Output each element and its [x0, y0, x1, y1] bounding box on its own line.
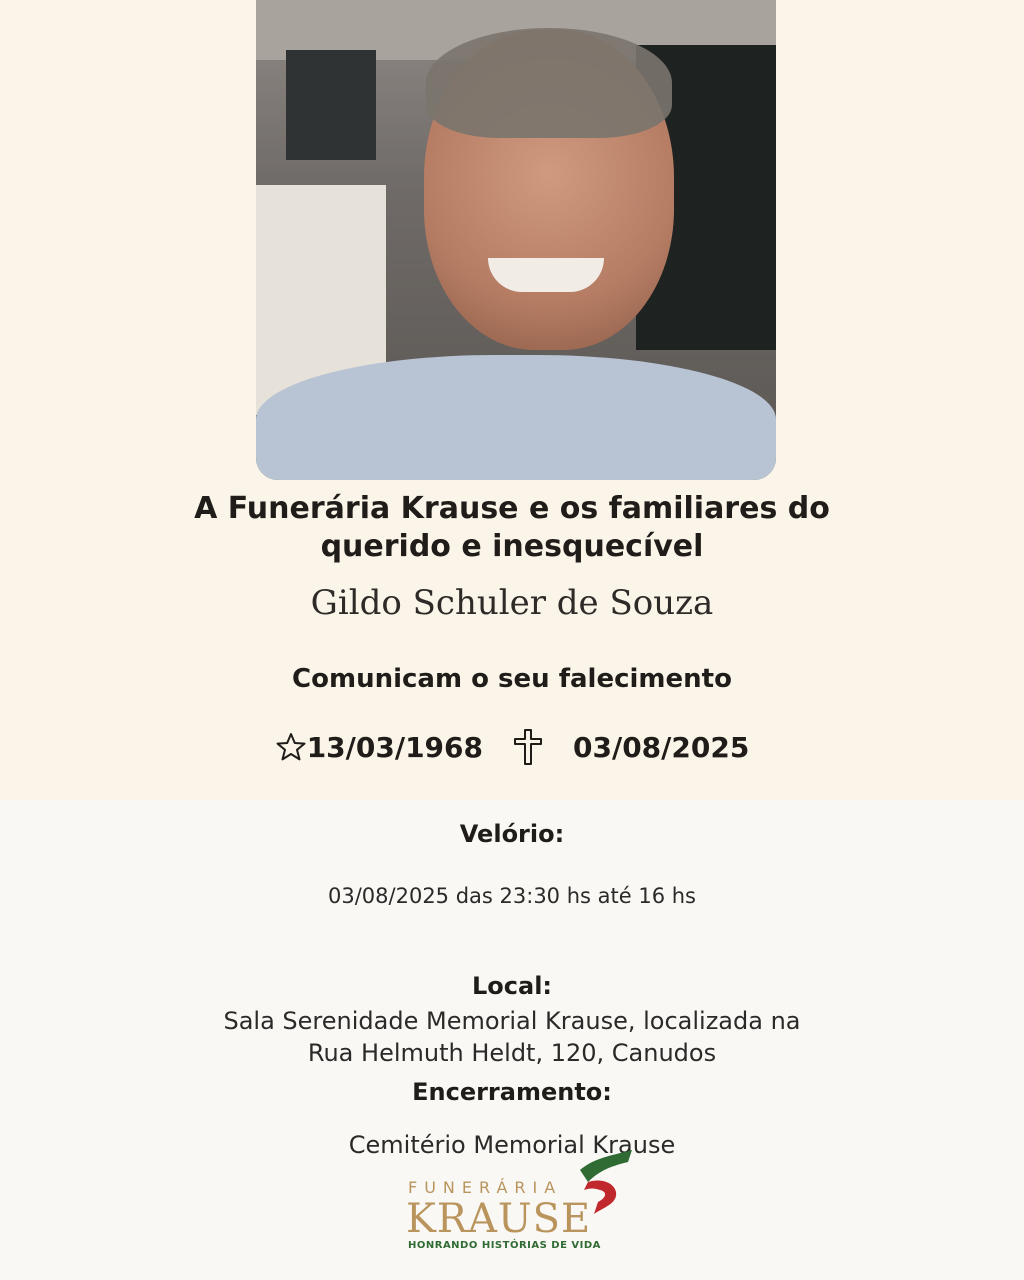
- encerramento-details: Cemitério Memorial Krause: [348, 1131, 676, 1159]
- life-dates: [0, 728, 1024, 766]
- deceased-name: Gildo Schuler de Souza: [310, 583, 714, 623]
- death-date: 03/08/2025: [573, 730, 750, 764]
- encerramento-label: Encerramento:: [412, 1078, 612, 1106]
- logo-small-text: FUNERÁRIA: [408, 1178, 563, 1197]
- cross-icon: [511, 728, 545, 766]
- birth-date: 13/03/1968: [306, 730, 483, 764]
- local-label: Local:: [471, 972, 553, 1000]
- intro-line-2: querido e inesquecível: [320, 529, 704, 564]
- funeraria-krause-logo: [390, 1148, 650, 1258]
- intro-text: [0, 490, 1024, 566]
- announcement: Comunicam o seu falecimento: [292, 664, 732, 694]
- velorio-details: 03/08/2025 das 23:30 hs até 16 hs: [328, 884, 696, 908]
- local-address: [0, 1005, 1024, 1069]
- logo-tagline: HONRANDO HISTÓRIAS DE VIDA: [408, 1240, 601, 1251]
- star-icon: [275, 732, 307, 762]
- velorio-label: Velório:: [459, 820, 565, 848]
- local-line-2: Rua Helmuth Heldt, 120, Canudos: [307, 1039, 717, 1067]
- local-line-1: Sala Serenidade Memorial Krause, localizada na: [223, 1007, 801, 1035]
- intro-line-1: A Funerária Krause e os familiares do: [194, 491, 830, 526]
- portrait-photo: [256, 0, 776, 480]
- logo-brand-text: KRAUSE: [406, 1196, 592, 1242]
